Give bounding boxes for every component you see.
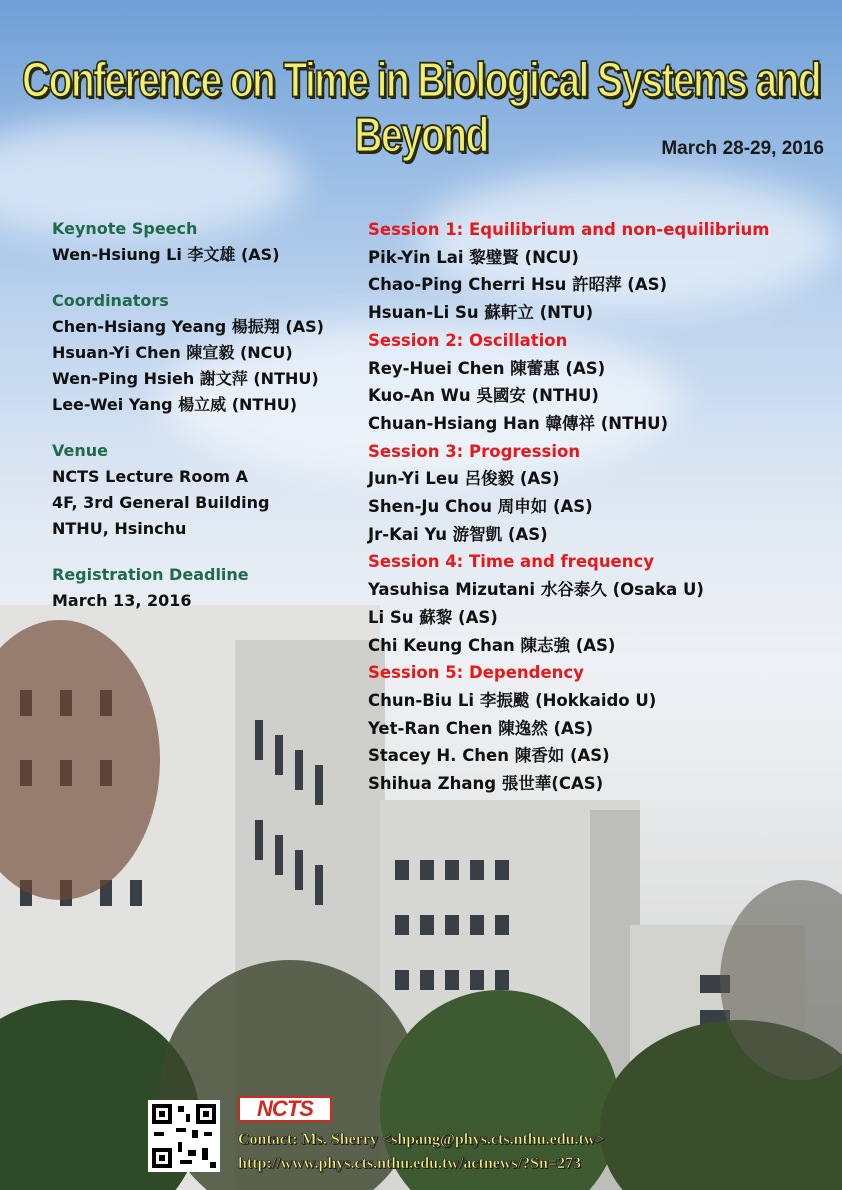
- speaker: Jun-Yi Leu 呂俊毅 (AS): [368, 469, 560, 489]
- section-heading: Keynote Speech: [52, 219, 198, 238]
- speaker: Chao-Ping Cherri Hsu 許昭萍 (AS): [368, 275, 668, 295]
- info-line: Chen-Hsiang Yeang 楊振翔 (AS): [52, 317, 324, 336]
- speaker: Yet-Ran Chen 陳逸然 (AS): [368, 718, 594, 738]
- section-heading: Venue: [52, 441, 108, 460]
- info-line: Hsuan-Yi Chen 陳宣毅 (NCU): [52, 343, 293, 362]
- speaker: Jr-Kai Yu 游智凱 (AS): [368, 524, 548, 544]
- venue-section: [52, 438, 352, 542]
- coordinators-section: [52, 288, 352, 418]
- speaker: Li Su 蘇黎 (AS): [368, 607, 498, 627]
- session-heading: Session 5: Dependency: [368, 663, 584, 683]
- speaker: Pik-Yin Lai 黎璧賢 (NCU): [368, 247, 579, 267]
- info-line: Lee-Wei Yang 楊立威 (NTHU): [52, 395, 298, 414]
- speaker: Shihua Zhang 張世華(CAS): [368, 774, 604, 794]
- info-line: Wen-Hsiung Li 李文雄 (AS): [52, 245, 280, 264]
- speaker: Hsuan-Li Su 蘇軒立 (NTU): [368, 303, 594, 323]
- speaker: Chi Keung Chan 陳志強 (AS): [368, 635, 616, 655]
- info-line: NCTS Lecture Room A: [52, 467, 248, 486]
- info-line: Wen-Ping Hsieh 謝文萍 (NTHU): [52, 369, 319, 388]
- info-line: 4F, 3rd General Building: [52, 493, 270, 512]
- speaker: Kuo-An Wu 吳國安 (NTHU): [368, 386, 599, 406]
- session-heading: Session 2: Oscillation: [368, 330, 568, 350]
- session-heading: Session 3: Progression: [368, 441, 581, 461]
- speaker: Shen-Ju Chou 周申如 (AS): [368, 497, 593, 517]
- contact-email[interactable]: Contact: Ms. Sherry <shpang@phys.cts.nthu.edu.tw>: [238, 1131, 605, 1148]
- poster-title: Conference on Time in Biological Systems and Beyond: [22, 54, 820, 163]
- footer-contact: [238, 1128, 605, 1176]
- ncts-logo: NCTS: [238, 1096, 332, 1122]
- speaker: Chuan-Hsiang Han 韓傳祥 (NTHU): [368, 413, 669, 433]
- registration-section: [52, 562, 352, 614]
- info-line: March 13, 2016: [52, 591, 192, 610]
- keynote-section: [52, 216, 352, 268]
- qr-code[interactable]: [148, 1100, 220, 1172]
- speaker: Stacey H. Chen 陳香如 (AS): [368, 746, 610, 766]
- speaker: Chun-Biu Li 李振颰 (Hokkaido U): [368, 690, 657, 710]
- info-column: [52, 216, 352, 634]
- speaker: Yasuhisa Mizutani 水谷泰久 (Osaka U): [368, 580, 704, 600]
- section-heading: Coordinators: [52, 291, 169, 310]
- conference-date: March 28-29, 2016: [661, 138, 824, 159]
- session-heading: Session 4: Time and frequency: [368, 552, 655, 572]
- program-column: [368, 216, 828, 798]
- info-line: NTHU, Hsinchu: [52, 519, 187, 538]
- session-heading: Session 1: Equilibrium and non-equilibrium: [368, 220, 770, 239]
- speaker: Rey-Huei Chen 陳蕾惠 (AS): [368, 358, 606, 378]
- event-url-link[interactable]: http://www.phys.cts.nthu.edu.tw/actnews/?Sn=273: [238, 1155, 581, 1172]
- section-heading: Registration Deadline: [52, 565, 249, 584]
